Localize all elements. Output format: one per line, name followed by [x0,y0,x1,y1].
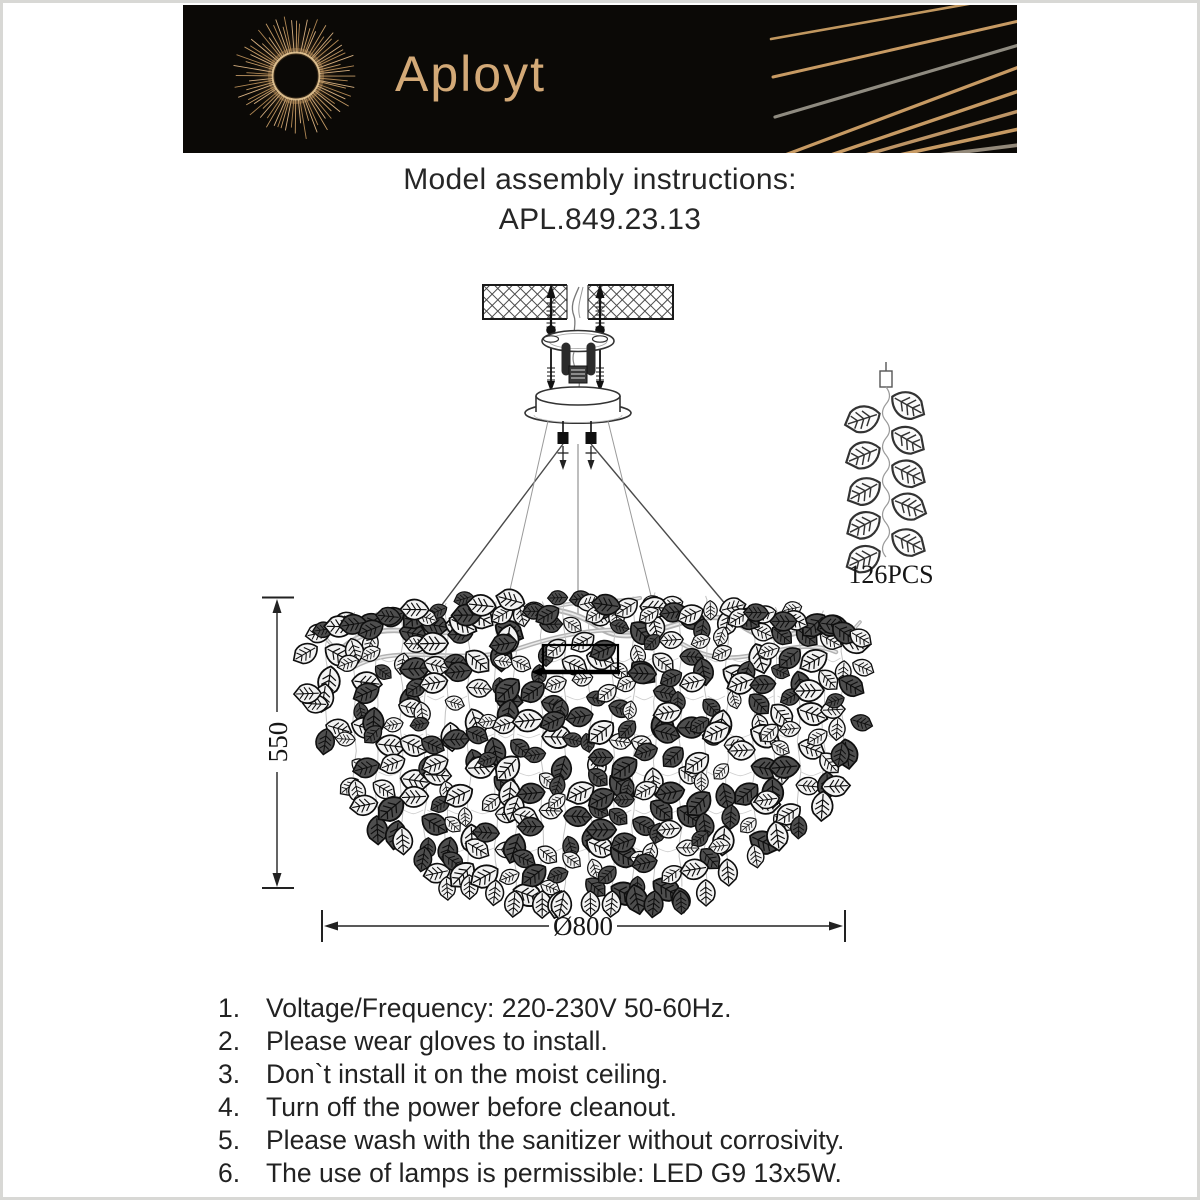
item-number: 5. [218,1125,241,1155]
list-item [218,1124,1078,1157]
strand-connector [880,371,892,387]
diameter-dimension [322,910,845,942]
item-text: The use of lamps is permissible: LED G9 13x5W. [266,1158,842,1188]
brand-logotype: Aployt [395,46,546,102]
canopy [525,387,631,423]
list-item [218,1157,1078,1190]
item-number: 6. [218,1158,241,1188]
item-text: Please wear gloves to install. [266,1026,608,1056]
chandelier-leaves [289,586,877,921]
list-item [218,1025,1078,1058]
page-title: Model assembly instructions: [403,163,797,196]
cable-connectors [558,421,597,470]
list-item [218,1058,1078,1091]
item-number: 4. [218,1092,241,1122]
list-item [218,1091,1078,1124]
item-text: Turn off the power before cleanout. [266,1092,678,1122]
instruction-list [218,992,1078,1190]
item-text: Voltage/Frequency: 220-230V 50-60Hz. [266,993,732,1023]
item-text: Don`t install it on the moist ceiling. [266,1059,669,1089]
chandelier-body [289,586,877,921]
height-dimension [262,598,294,889]
item-number: 1. [218,993,241,1023]
height-label: 550 [263,721,293,763]
item-number: 3. [218,1059,241,1089]
leaf-strand-sample [841,362,933,589]
item-number: 2. [218,1026,241,1056]
list-item [218,992,1078,1025]
pieces-label: 126PCS [848,560,934,589]
diameter-label: Ø800 [553,911,613,941]
item-text: Please wash with the sanitizer without corrosivity. [266,1125,845,1155]
model-number: APL.849.23.13 [498,203,702,236]
